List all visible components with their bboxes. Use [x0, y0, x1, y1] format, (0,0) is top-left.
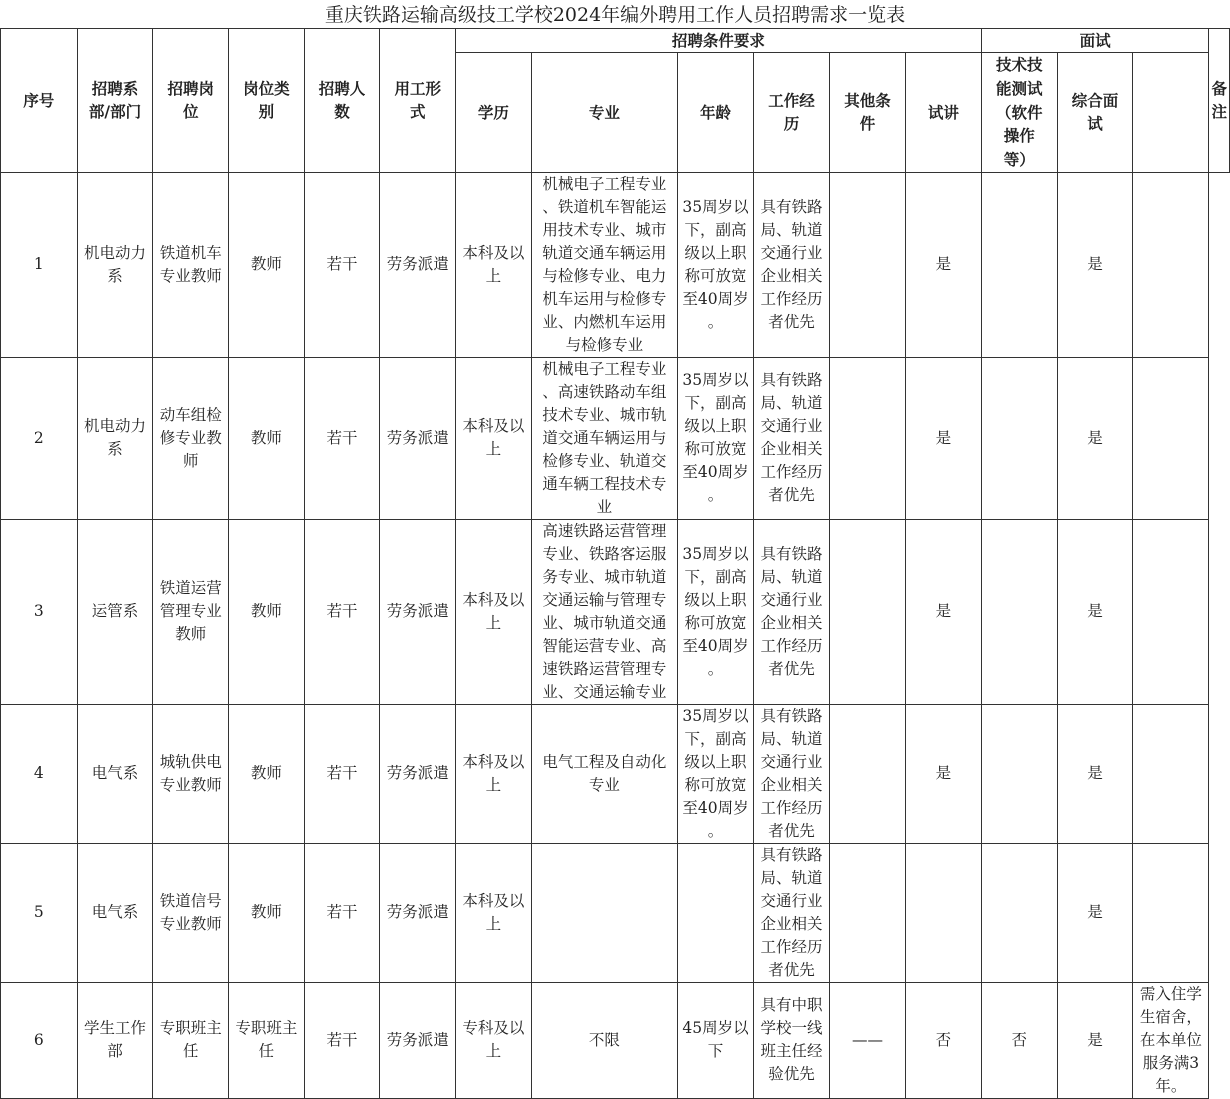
cell-age: 45周岁以 下	[678, 982, 754, 1098]
cell-employ: 劳务派遣	[380, 172, 456, 357]
cell-post: 城轨供电 专业教师	[153, 704, 229, 843]
header-remark: 备注	[1209, 29, 1230, 173]
cell-dept: 机电动力 系	[77, 172, 153, 357]
cell-remark: 需入住学 生宿舍， 在本单位 服务满3 年。	[1133, 982, 1209, 1098]
header-interview-group: 面试	[981, 29, 1209, 53]
cell-seq: 4	[1, 704, 78, 843]
page-title: 重庆铁路运输高级技工学校2024年编外聘用工作人员招聘需求一览表	[324, 4, 906, 26]
header-edu: 学历	[456, 53, 532, 173]
cell-age: 35周岁以 下，副高 级以上职 称可放宽 至40周岁 。	[678, 519, 754, 704]
cell-other	[830, 519, 906, 704]
cell-major: 电气工程及自动化 专业	[531, 704, 677, 843]
header-num: 招聘人 数	[304, 29, 380, 173]
cell-comp: 是	[1057, 519, 1133, 704]
cell-employ: 劳务派遣	[380, 843, 456, 982]
cell-comp: 是	[1057, 982, 1133, 1098]
cell-remark	[1133, 357, 1209, 519]
table-row	[1, 172, 1230, 357]
cell-edu: 本科及以 上	[456, 357, 532, 519]
cell-num: 若干	[304, 704, 380, 843]
cell-skill: 否	[981, 982, 1057, 1098]
cell-seq: 5	[1, 843, 78, 982]
cell-major: 高速铁路运营管理 专业、铁路客运服 务专业、城市轨道 交通运输与管理专 业、城市轨道交通 智能运营专业、高 速铁路运营管理专 业、交通运输专业	[531, 519, 677, 704]
cell-lecture: 是	[906, 519, 982, 704]
cell-post: 专职班主 任	[153, 982, 229, 1098]
header-seq: 序号	[1, 29, 78, 173]
cell-employ: 劳务派遣	[380, 519, 456, 704]
cell-lecture: 是	[906, 172, 982, 357]
cell-other	[830, 172, 906, 357]
cell-type: 教师	[229, 704, 305, 843]
cell-employ: 劳务派遣	[380, 704, 456, 843]
cell-major: 机械电子工程专业 、铁道机车智能运 用技术专业、城市 轨道交通车辆运用 与检修专业、电力 机车运用与检修专 业、内燃机车运用 与检修专业	[531, 172, 677, 357]
cell-other	[830, 843, 906, 982]
table-row	[1, 519, 1230, 704]
header-post: 招聘岗 位	[153, 29, 229, 173]
cell-exp: 具有铁路 局、轨道 交通行业 企业相关 工作经历 者优先	[754, 357, 830, 519]
cell-major: 不限	[531, 982, 677, 1098]
cell-skill	[981, 172, 1057, 357]
header-exp: 工作经 历	[754, 53, 830, 173]
cell-post: 动车组检 修专业教 师	[153, 357, 229, 519]
header-employ: 用工形 式	[380, 29, 456, 173]
cell-dept: 电气系	[77, 704, 153, 843]
cell-employ: 劳务派遣	[380, 357, 456, 519]
cell-post: 铁道机车 专业教师	[153, 172, 229, 357]
cell-lecture	[906, 843, 982, 982]
cell-lecture: 是	[906, 704, 982, 843]
cell-edu: 本科及以 上	[456, 172, 532, 357]
cell-seq: 6	[1, 982, 78, 1098]
cell-num: 若干	[304, 982, 380, 1098]
cell-comp: 是	[1057, 843, 1133, 982]
cell-remark	[1133, 519, 1209, 704]
cell-dept: 机电动力 系	[77, 357, 153, 519]
cell-skill	[981, 519, 1057, 704]
cell-edu: 专科及以 上	[456, 982, 532, 1098]
cell-type: 教师	[229, 519, 305, 704]
table-row	[1, 357, 1230, 519]
cell-lecture: 否	[906, 982, 982, 1098]
cell-age	[678, 843, 754, 982]
cell-seq: 2	[1, 357, 78, 519]
cell-type: 教师	[229, 843, 305, 982]
cell-skill	[981, 357, 1057, 519]
header-major: 专业	[531, 53, 677, 173]
cell-seq: 3	[1, 519, 78, 704]
header-skill: 技术技 能测试 （软件 操作 等）	[981, 53, 1057, 173]
header-dept: 招聘系 部/部门	[77, 29, 153, 173]
cell-age: 35周岁以 下，副高 级以上职 称可放宽 至40周岁 。	[678, 172, 754, 357]
cell-post: 铁道信号 专业教师	[153, 843, 229, 982]
header-requirements-group: 招聘条件要求	[456, 29, 982, 53]
cell-exp: 具有铁路 局、轨道 交通行业 企业相关 工作经历 者优先	[754, 843, 830, 982]
cell-edu: 本科及以 上	[456, 704, 532, 843]
cell-num: 若干	[304, 172, 380, 357]
cell-remark	[1133, 704, 1209, 843]
cell-age: 35周岁以 下，副高 级以上职 称可放宽 至40周岁 。	[678, 357, 754, 519]
header-comp: 综合面 试	[1057, 53, 1133, 173]
cell-type: 教师	[229, 357, 305, 519]
cell-num: 若干	[304, 843, 380, 982]
cell-exp: 具有铁路 局、轨道 交通行业 企业相关 工作经历 者优先	[754, 172, 830, 357]
header-other: 其他条 件	[830, 53, 906, 173]
cell-age: 35周岁以 下，副高 级以上职 称可放宽 至40周岁 。	[678, 704, 754, 843]
cell-skill	[981, 704, 1057, 843]
cell-edu: 本科及以 上	[456, 843, 532, 982]
cell-skill	[981, 843, 1057, 982]
cell-major	[531, 843, 677, 982]
cell-dept: 运管系	[77, 519, 153, 704]
cell-remark	[1133, 172, 1209, 357]
cell-edu: 本科及以 上	[456, 519, 532, 704]
cell-comp: 是	[1057, 357, 1133, 519]
recruitment-table	[0, 28, 1230, 1099]
table-row	[1, 704, 1230, 843]
header-age: 年龄	[678, 53, 754, 173]
cell-exp: 具有铁路 局、轨道 交通行业 企业相关 工作经历 者优先	[754, 519, 830, 704]
cell-post: 铁道运营 管理专业 教师	[153, 519, 229, 704]
cell-major: 机械电子工程专业 、高速铁路动车组 技术专业、城市轨 道交通车辆运用与 检修专业、轨道交 通车辆工程技术专 业	[531, 357, 677, 519]
cell-remark	[1133, 843, 1209, 982]
cell-seq: 1	[1, 172, 78, 357]
cell-dept: 电气系	[77, 843, 153, 982]
cell-dept: 学生工作 部	[77, 982, 153, 1098]
cell-num: 若干	[304, 357, 380, 519]
cell-type: 教师	[229, 172, 305, 357]
cell-type: 专职班主 任	[229, 982, 305, 1098]
header-type: 岗位类 别	[229, 29, 305, 173]
cell-num: 若干	[304, 519, 380, 704]
cell-other	[830, 357, 906, 519]
cell-other: ——	[830, 982, 906, 1098]
cell-comp: 是	[1057, 704, 1133, 843]
table-row	[1, 843, 1230, 982]
cell-employ: 劳务派遣	[380, 982, 456, 1098]
table-row	[1, 982, 1230, 1098]
cell-comp: 是	[1057, 172, 1133, 357]
cell-exp: 具有铁路 局、轨道 交通行业 企业相关 工作经历 者优先	[754, 704, 830, 843]
header-lecture: 试讲	[906, 53, 982, 173]
cell-exp: 具有中职 学校一线 班主任经 验优先	[754, 982, 830, 1098]
cell-other	[830, 704, 906, 843]
cell-lecture: 是	[906, 357, 982, 519]
